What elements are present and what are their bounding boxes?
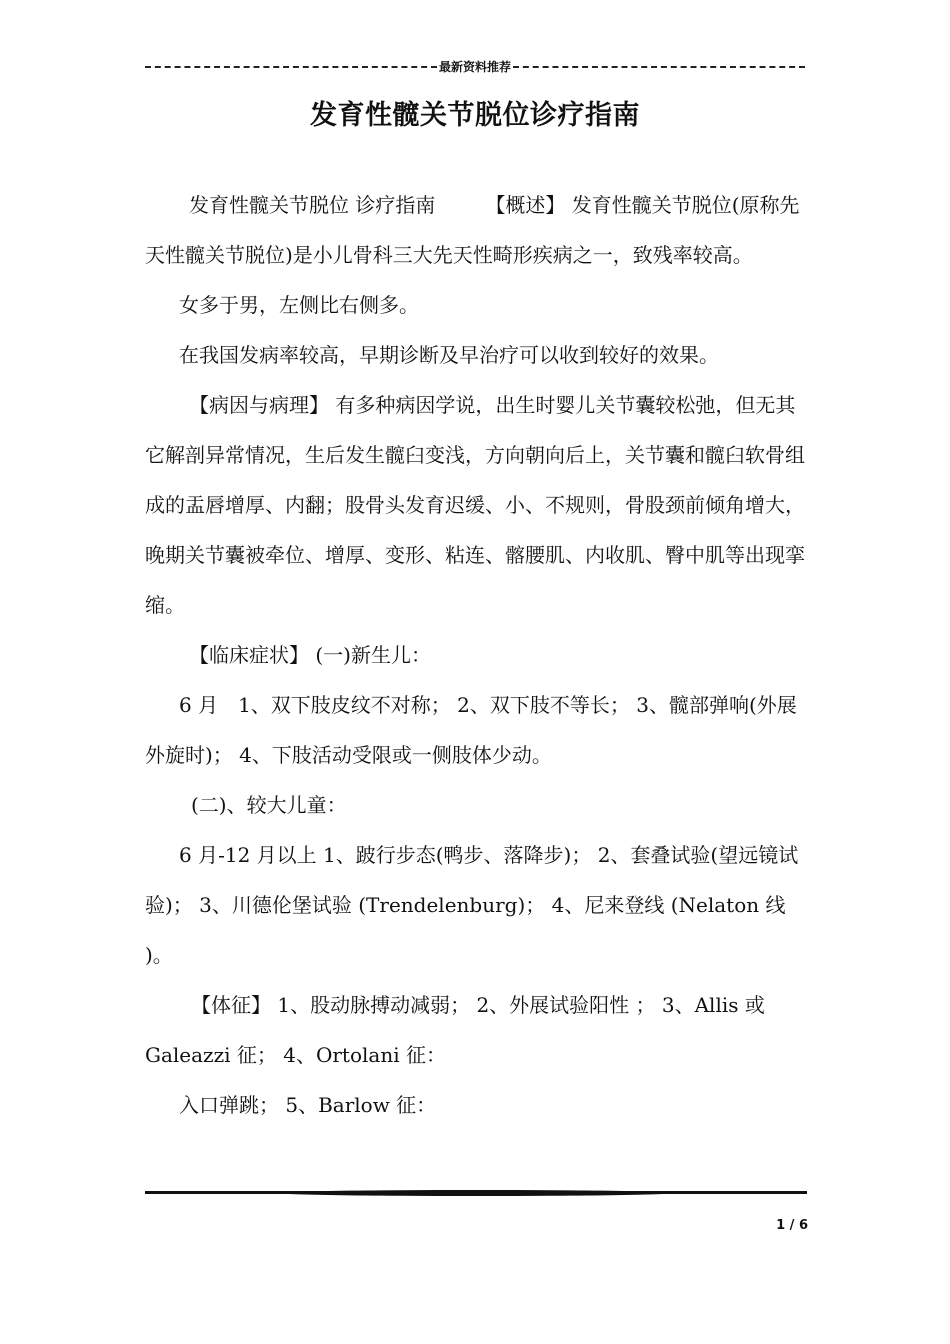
paragraph-etiology: 【病因与病理】 有多种病因学说，出生时婴儿关节囊较松弛，但无其它解剖异常情况，生后发生髋臼变浅，方向朝向后上，关节囊和髋臼软骨组成的盂唇增厚、内翻；股骨头发育迟缓、小、不规则，骨股颈前倾角增大，晚期关节囊被牵位、增厚、变形、粘连、髂腰肌、内收肌、臀中肌等出现挛缩。	[145, 393, 805, 617]
paragraph-older-children-signs: 6 月-12 月以上 1、跛行步态(鸭步、落降步)； 2、套叠试验(望远镜试验)； 3、川德伦堡试验 (Trendelenburg)； 4、尼来登线 (Nelaton 线 )。	[145, 843, 799, 967]
paragraph-incidence: 在我国发病率较高，早期诊断及早治疗可以收到较好的效果。	[179, 343, 719, 367]
document-body	[145, 180, 815, 1130]
header-label: 最新资料推荐	[439, 60, 512, 74]
document-title: 发育性髋关节脱位诊疗指南	[310, 100, 640, 131]
header-dash-right	[513, 66, 805, 68]
footer-rule	[145, 1190, 807, 1196]
paragraph-older-children-heading: (二)、较大儿童：	[191, 793, 347, 817]
paragraph-overview: 发育性髋关节脱位 诊疗指南 【概述】 发育性髋关节脱位(原称先天性髋关节脱位)是小儿骨科三大先天性畸形疾病之一，致残率较高。	[145, 193, 800, 267]
page-number: 1 / 6	[776, 1218, 808, 1233]
paragraph-gender: 女多于男，左侧比右侧多。	[179, 293, 419, 317]
page-header	[145, 58, 805, 75]
paragraph-newborn-signs: 6 月 1、双下肢皮纹不对称； 2、双下肢不等长； 3、髋部弹响(外展外旋时)； 4、下肢活动受限或一侧肢体少动。	[145, 693, 797, 767]
header-dash-left	[145, 66, 437, 68]
paragraph-barlow: 入口弹跳； 5、Barlow 征：	[179, 1093, 437, 1117]
paragraph-physical-signs: 【体征】 1、股动脉搏动减弱； 2、外展试验阳性 ； 3、Allis 或 Galeazzi 征； 4、Ortolani 征：	[145, 993, 765, 1067]
paragraph-clinical-heading: 【临床症状】 (一)新生儿：	[189, 643, 431, 667]
